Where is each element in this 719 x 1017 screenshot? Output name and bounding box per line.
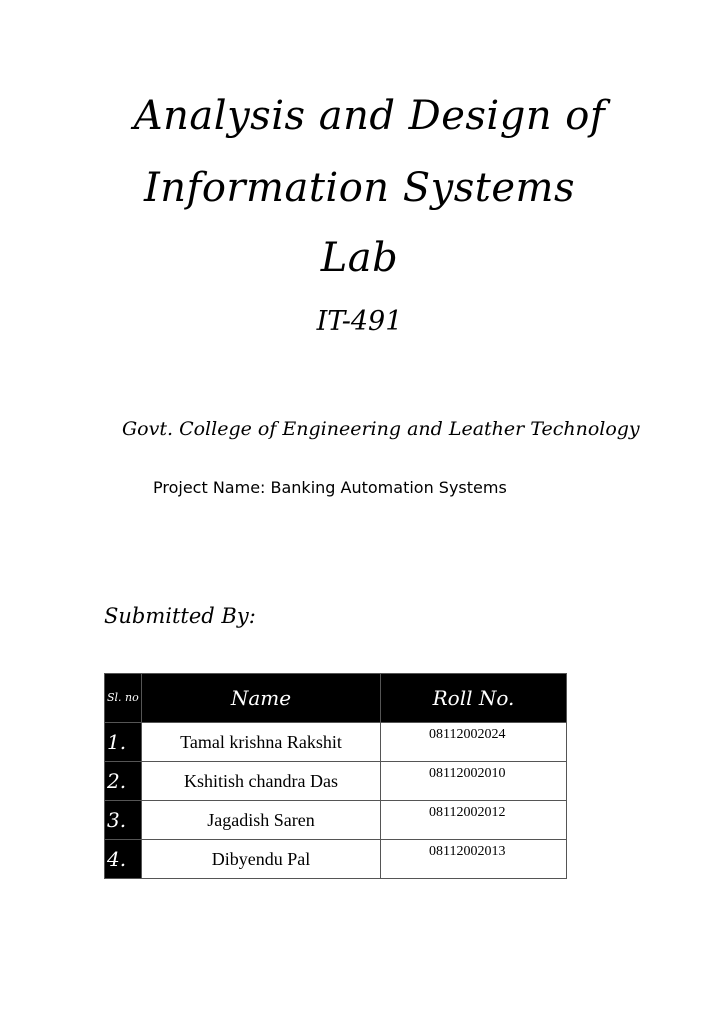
header-sl-no: Sl. no — [105, 674, 142, 723]
row-sl: 3. — [105, 801, 142, 840]
submitted-by-heading: Submitted By: — [104, 604, 256, 628]
row-name: Kshitish chandra Das — [142, 762, 381, 801]
table-row — [105, 762, 567, 801]
header-roll-no: Roll No. — [381, 674, 567, 723]
row-name: Jagadish Saren — [142, 801, 381, 840]
row-name: Tamal krishna Rakshit — [142, 723, 381, 762]
table-header-row — [105, 674, 567, 723]
row-roll: 08112002013 — [381, 840, 567, 879]
table-row — [105, 801, 567, 840]
table-row — [105, 723, 567, 762]
row-roll: 08112002012 — [381, 801, 567, 840]
title-line-2: Information Systems — [143, 165, 575, 211]
row-roll: 08112002010 — [381, 762, 567, 801]
title-line-3: Lab — [320, 235, 399, 281]
row-name: Dibyendu Pal — [142, 840, 381, 879]
title-line-1: Analysis and Design of — [133, 93, 606, 139]
row-sl: 2. — [105, 762, 142, 801]
project-name: Project Name: Banking Automation Systems — [153, 478, 507, 497]
college-name: Govt. College of Engineering and Leather Technology — [122, 418, 640, 440]
row-roll: 08112002024 — [381, 723, 567, 762]
header-name: Name — [142, 674, 381, 723]
row-sl: 4. — [105, 840, 142, 879]
row-sl: 1. — [105, 723, 142, 762]
table-row — [105, 840, 567, 879]
students-table — [104, 673, 567, 879]
course-code: IT-491 — [316, 306, 403, 337]
